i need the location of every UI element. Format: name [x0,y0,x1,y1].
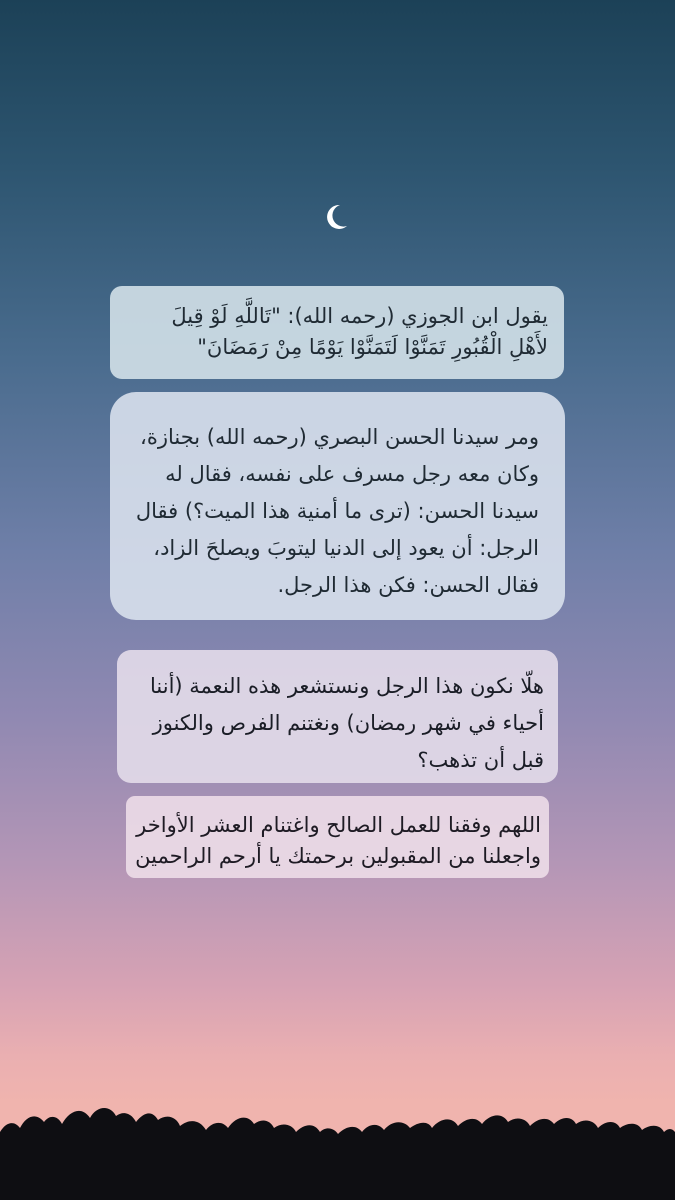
quote-card-ibn-al-jawzi [110,286,564,379]
reflection-text: هلّا نكون هذا الرجل ونستشعر هذه النعمة (أننا أحياء في شهر رمضان) ونغتنم الفرص والكنوز قبل أن تذهب؟ [150,674,544,772]
dua-text: اللهم وفقنا للعمل الصالح واغتنام العشر الأواخر واجعلنا من المقبولين برحمتك يا أرحم الراحمين [135,813,541,868]
crescent-moon-icon [326,204,348,230]
reflection-card [117,650,558,783]
quote-text: يقول ابن الجوزي (رحمه الله): "تَاللَّهِ لَوْ قِيلَ لأَهْلِ الْقُبُورِ تَمَنَّوْا لَتَمَنَّوْا يَوْمًا مِنْ رَمَضَانَ" [171,304,548,359]
story-text: ومر سيدنا الحسن البصري (رحمه الله) بجنازة، وكان معه رجل مسرف على نفسه، فقال له سيدنا الحسن: (ترى ما أمنية هذا الميت؟) فقال الرجل: أن يعود إلى الدنيا ليتوبَ ويصلحَ الزاد، فقال الحسن: فكن هذا الرجل. [135,425,539,597]
story-card-hasan-al-basri [110,392,565,620]
treeline-silhouette [0,1050,675,1200]
dua-card [126,796,549,878]
